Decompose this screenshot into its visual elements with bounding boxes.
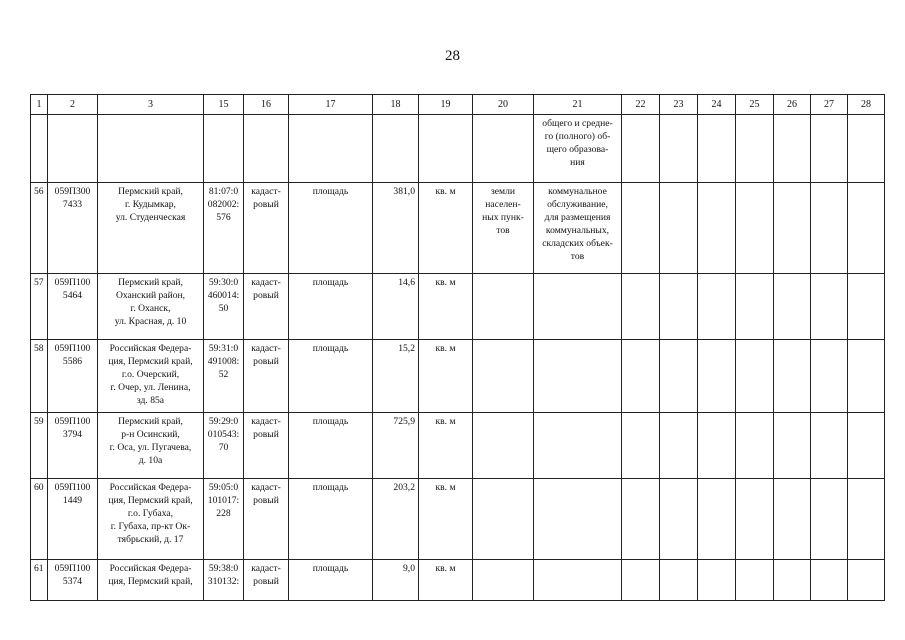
col-header: 3	[98, 95, 204, 115]
page-number: 28	[445, 48, 460, 64]
empty-cell	[848, 183, 885, 274]
unit: кв. м	[419, 274, 473, 340]
number-type-line: кадаст-	[251, 416, 281, 427]
col-header: 23	[660, 95, 698, 115]
empty-cell	[848, 413, 885, 479]
address-line: г.о. Очерский,	[121, 369, 180, 380]
area-value: 15,2	[373, 340, 419, 413]
empty-cell	[622, 340, 660, 413]
unit	[419, 115, 473, 183]
empty-cell	[660, 183, 698, 274]
col-header: 25	[736, 95, 774, 115]
cadastral-number	[204, 413, 244, 479]
registry-number-line: 059П100	[54, 416, 91, 427]
registry-number-line: 059П100	[54, 343, 91, 354]
cadastral-number-line: 460014:	[207, 290, 240, 301]
empty-cell	[698, 115, 736, 183]
number-type	[244, 413, 289, 479]
number-type	[244, 340, 289, 413]
address-line: Оханский район,	[115, 290, 186, 301]
empty-cell	[811, 115, 848, 183]
address	[98, 413, 204, 479]
registry-number-line: 059П300	[54, 186, 91, 197]
empty-cell	[660, 340, 698, 413]
cadastral-number-line: 082002:	[207, 199, 240, 210]
empty-cell	[736, 479, 774, 560]
registry-number	[48, 274, 98, 340]
empty-cell	[660, 115, 698, 183]
cadastral-number-line: 52	[218, 369, 229, 380]
empty-cell	[848, 340, 885, 413]
permitted-use	[534, 340, 622, 413]
table-row	[31, 183, 885, 274]
number-type-line: ровый	[253, 576, 279, 587]
col-header: 15	[204, 95, 244, 115]
col-header: 2	[48, 95, 98, 115]
registry-number	[48, 413, 98, 479]
col-header: 18	[373, 95, 419, 115]
permitted-use-line: для размещения	[544, 212, 611, 223]
address-line: г. Губаха, пр-кт Ок-	[110, 521, 191, 532]
unit: кв. м	[419, 183, 473, 274]
characteristic-name: площадь	[289, 479, 373, 560]
unit: кв. м	[419, 560, 473, 601]
col-header: 27	[811, 95, 848, 115]
empty-cell	[774, 274, 811, 340]
registry-number-line: 5374	[62, 576, 83, 587]
cadastral-number-line: 59:38:0	[208, 563, 239, 574]
empty-cell	[698, 340, 736, 413]
land-category	[473, 115, 534, 183]
empty-cell	[774, 413, 811, 479]
cadastral-number-line: 228	[216, 508, 231, 519]
cadastral-number-line: 576	[216, 212, 231, 223]
empty-cell	[774, 115, 811, 183]
land-category-line: ных пунк-	[482, 212, 524, 223]
number-type-line: кадаст-	[251, 186, 281, 197]
address-line: д. 10а	[138, 455, 163, 466]
land-category	[473, 479, 534, 560]
col-header: 17	[289, 95, 373, 115]
cadastral-number	[204, 183, 244, 274]
empty-cell	[811, 274, 848, 340]
address	[98, 183, 204, 274]
cadastral-number-line: 59:30:0	[208, 277, 239, 288]
address-line: Пермский край,	[118, 186, 183, 197]
address-line: р-н Осинский,	[121, 429, 180, 440]
empty-cell	[848, 560, 885, 601]
col-header: 22	[622, 95, 660, 115]
address-line: ул. Красная, д. 10	[114, 316, 187, 327]
land-category	[473, 413, 534, 479]
cadastral-number-line: 70	[218, 442, 229, 453]
row-number: 58	[31, 340, 48, 413]
cadastral-number-line: 310132:	[207, 576, 240, 587]
permitted-use-line: обслуживание,	[547, 199, 608, 210]
empty-cell	[736, 274, 774, 340]
row-number: 61	[31, 560, 48, 601]
land-category-line: земли	[490, 186, 516, 197]
area-value: 203,2	[373, 479, 419, 560]
table-row	[31, 413, 885, 479]
permitted-use	[534, 115, 622, 183]
empty-cell	[736, 413, 774, 479]
empty-cell	[736, 340, 774, 413]
permitted-use	[534, 413, 622, 479]
area-value: 725,9	[373, 413, 419, 479]
header-row	[31, 95, 885, 115]
number-type	[244, 560, 289, 601]
permitted-use-line: ния	[570, 157, 585, 168]
cadastral-number-line: 59:31:0	[208, 343, 239, 354]
address-line: г. Оханск,	[130, 303, 171, 314]
address-line: г. Очер, ул. Ленина,	[110, 382, 191, 393]
registry-number-line: 7433	[62, 199, 83, 210]
col-header: 1	[31, 95, 48, 115]
cadastral-number-line: 010543:	[207, 429, 240, 440]
row-number: 56	[31, 183, 48, 274]
empty-cell	[622, 183, 660, 274]
registry-number	[48, 479, 98, 560]
permitted-use-line: щего образова-	[546, 144, 609, 155]
area-value	[373, 115, 419, 183]
empty-cell	[811, 340, 848, 413]
address-line: г. Кудымкар,	[125, 199, 176, 210]
area-value: 9,0	[373, 560, 419, 601]
empty-cell	[848, 115, 885, 183]
characteristic-name: площадь	[289, 560, 373, 601]
permitted-use-line: коммунальное	[548, 186, 607, 197]
address-line: ция, Пермский край,	[108, 356, 193, 367]
empty-cell	[698, 183, 736, 274]
permitted-use	[534, 560, 622, 601]
address	[98, 340, 204, 413]
table-row	[31, 560, 885, 601]
empty-cell	[622, 115, 660, 183]
registry-number	[48, 340, 98, 413]
address-line: ция, Пермский край,	[108, 576, 193, 587]
area-value: 14,6	[373, 274, 419, 340]
cadastral-number-line: 59:29:0	[208, 416, 239, 427]
number-type	[244, 115, 289, 183]
land-category	[473, 274, 534, 340]
empty-cell	[622, 274, 660, 340]
cadastral-number	[204, 340, 244, 413]
address-line: тябрьский, д. 17	[117, 534, 184, 545]
number-type-line: ровый	[253, 356, 279, 367]
land-category	[473, 183, 534, 274]
address	[98, 560, 204, 601]
number-type	[244, 274, 289, 340]
address-line: зд. 85а	[136, 395, 165, 406]
table-row	[31, 340, 885, 413]
land-category	[473, 340, 534, 413]
land-category	[473, 560, 534, 601]
registry-number-line: 059П100	[54, 277, 91, 288]
cadastral-number-line: 101017:	[207, 495, 240, 506]
address	[98, 274, 204, 340]
number-type-line: кадаст-	[251, 343, 281, 354]
address-line: Российская Федера-	[109, 563, 192, 574]
empty-cell	[774, 560, 811, 601]
land-category-line: населен-	[485, 199, 521, 210]
empty-cell	[774, 479, 811, 560]
address-line: ул. Студенческая	[115, 212, 186, 223]
empty-cell	[698, 479, 736, 560]
unit: кв. м	[419, 340, 473, 413]
cadastral-number	[204, 115, 244, 183]
cadastral-number-line: 81:07:0	[208, 186, 239, 197]
permitted-use	[534, 183, 622, 274]
registry-number-line: 3794	[62, 429, 83, 440]
characteristic-name: площадь	[289, 413, 373, 479]
address-line: г. Оса, ул. Пугачева,	[109, 442, 192, 453]
permitted-use-line: тов	[570, 251, 585, 262]
row-number: 60	[31, 479, 48, 560]
address-line: Российская Федера-	[109, 482, 192, 493]
registry-number	[48, 115, 98, 183]
row-number: 59	[31, 413, 48, 479]
registry-number	[48, 560, 98, 601]
col-header: 24	[698, 95, 736, 115]
empty-cell	[698, 560, 736, 601]
area-value: 381,0	[373, 183, 419, 274]
cadastral-number-line: 491008:	[207, 356, 240, 367]
empty-cell	[622, 560, 660, 601]
table-row	[31, 115, 885, 183]
characteristic-name: площадь	[289, 340, 373, 413]
cadastral-number-line: 50	[218, 303, 229, 314]
characteristic-name: площадь	[289, 183, 373, 274]
registry-number-line: 5464	[62, 290, 83, 301]
cadastral-number	[204, 479, 244, 560]
cadastral-number	[204, 560, 244, 601]
table-row	[31, 274, 885, 340]
empty-cell	[736, 115, 774, 183]
permitted-use	[534, 479, 622, 560]
registry-number-line: 059П100	[54, 563, 91, 574]
number-type	[244, 183, 289, 274]
address-line: Пермский край,	[118, 416, 183, 427]
unit: кв. м	[419, 479, 473, 560]
empty-cell	[660, 413, 698, 479]
number-type-line: кадаст-	[251, 277, 281, 288]
land-category-line: тов	[496, 225, 510, 236]
address-line: Российская Федера-	[109, 343, 192, 354]
empty-cell	[848, 274, 885, 340]
register-table	[30, 94, 885, 601]
col-header: 28	[848, 95, 885, 115]
col-header: 16	[244, 95, 289, 115]
row-number: 57	[31, 274, 48, 340]
empty-cell	[698, 274, 736, 340]
col-header: 26	[774, 95, 811, 115]
registry-number-line: 1449	[62, 495, 83, 506]
col-header: 19	[419, 95, 473, 115]
empty-cell	[622, 479, 660, 560]
number-type	[244, 479, 289, 560]
empty-cell	[848, 479, 885, 560]
registry-number-line: 059П100	[54, 482, 91, 493]
number-type-line: кадаст-	[251, 482, 281, 493]
permitted-use-line: общего и средне-	[542, 118, 613, 129]
number-type-line: ровый	[253, 495, 279, 506]
address	[98, 115, 204, 183]
permitted-use-line: коммунальных,	[545, 225, 610, 236]
permitted-use-line: го (полного) об-	[544, 131, 611, 142]
empty-cell	[811, 183, 848, 274]
row-number	[31, 115, 48, 183]
empty-cell	[774, 183, 811, 274]
characteristic-name: площадь	[289, 274, 373, 340]
cadastral-number	[204, 274, 244, 340]
address-line: Пермский край,	[118, 277, 183, 288]
number-type-line: ровый	[253, 429, 279, 440]
permitted-use-line: складских объек-	[542, 238, 613, 249]
unit: кв. м	[419, 413, 473, 479]
empty-cell	[698, 413, 736, 479]
table-row	[31, 479, 885, 560]
empty-cell	[811, 479, 848, 560]
empty-cell	[660, 479, 698, 560]
empty-cell	[811, 413, 848, 479]
col-header: 21	[534, 95, 622, 115]
registry-number	[48, 183, 98, 274]
number-type-line: кадаст-	[251, 563, 281, 574]
number-type-line: ровый	[253, 290, 279, 301]
empty-cell	[622, 413, 660, 479]
cadastral-number-line: 59:05:0	[208, 482, 239, 493]
address-line: ция, Пермский край,	[108, 495, 193, 506]
address	[98, 479, 204, 560]
empty-cell	[736, 183, 774, 274]
empty-cell	[736, 560, 774, 601]
empty-cell	[660, 274, 698, 340]
col-header: 20	[473, 95, 534, 115]
permitted-use	[534, 274, 622, 340]
empty-cell	[660, 560, 698, 601]
registry-number-line: 5586	[62, 356, 83, 367]
empty-cell	[811, 560, 848, 601]
address-line: г.о. Губаха,	[127, 508, 174, 519]
characteristic-name	[289, 115, 373, 183]
number-type-line: ровый	[253, 199, 279, 210]
empty-cell	[774, 340, 811, 413]
